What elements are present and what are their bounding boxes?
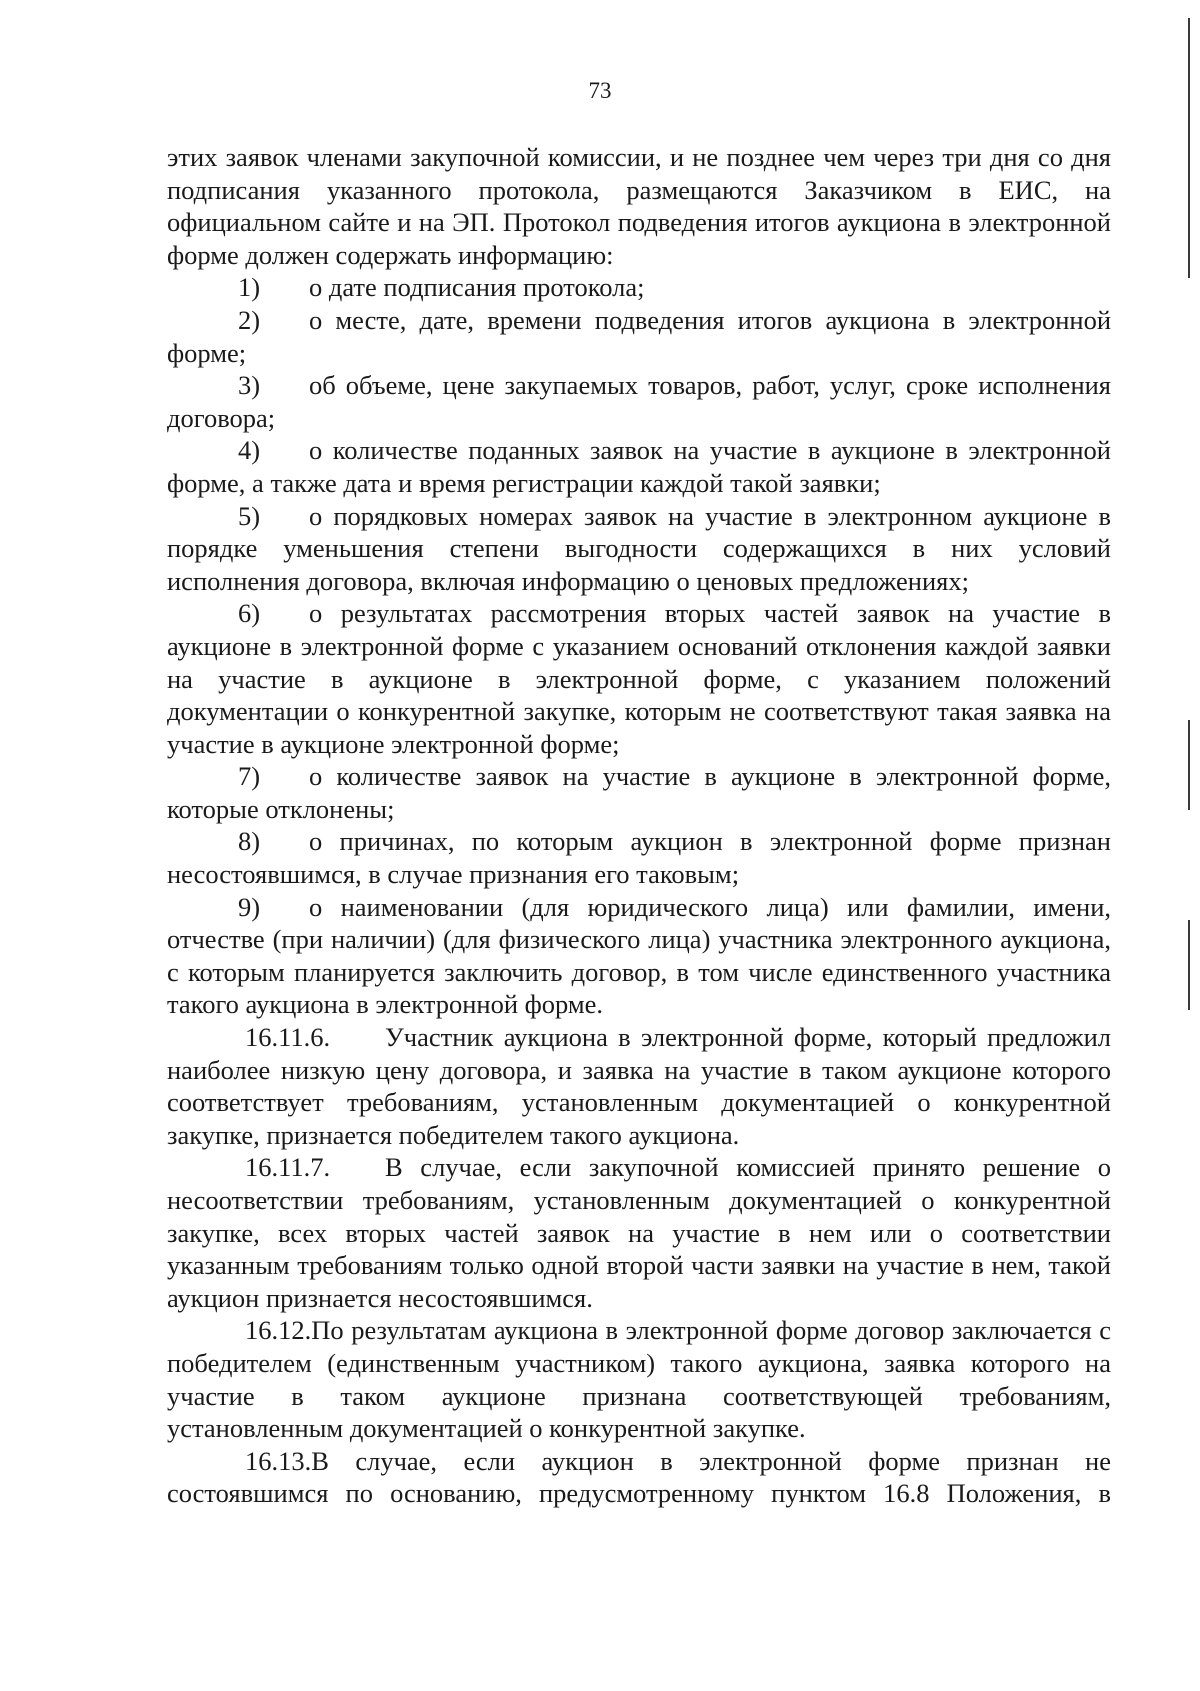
- scan-edge-line: [1188, 720, 1190, 810]
- list-item-number: 2): [238, 304, 261, 335]
- list-item-number: 9): [238, 891, 261, 922]
- list-item-text: о причинах, по которым аукцион в электронной форме признан несостоявшимся, в случае признания его таковым;: [167, 826, 1111, 890]
- list-item: [167, 760, 1111, 825]
- list-item-text: о порядковых номерах заявок на участие в электронном аукционе в порядке уменьшения степени выгодности содержащихся в них условий исполнения договора, включая информацию о ценовых предложениях;: [167, 500, 1111, 596]
- list-item: [167, 369, 1111, 434]
- list-item: [167, 825, 1111, 890]
- clause-text: В случае, если аукцион в электронной форме признан не состоявшимся по основанию, предусмотренному пунктом 16.8 Положения, в: [167, 1445, 1111, 1509]
- sub-clause-text: В случае, если закупочной комиссией принято решение о несоответствии требованиям, установленным документацией о конкурентной закупке, всех вторых частей заявок на участие в нем или о соответствии указанным требованиям только одной второй части заявки на участие в нем, такой аукцион признается несостоявшимся.: [167, 1152, 1111, 1313]
- list-item-text: о месте, дате, времени подведения итогов аукциона в электронной форме;: [167, 304, 1111, 368]
- clause-number: 16.12.: [245, 1315, 312, 1346]
- list-item-number: 8): [238, 826, 261, 857]
- list-item: [167, 597, 1111, 760]
- scan-edge-line: [1188, 18, 1190, 278]
- clause-16-12: [167, 1314, 1111, 1444]
- list-item-text: о количестве заявок на участие в аукционе в электронной форме, которые отклонены;: [167, 761, 1111, 824]
- sub-clause-16-11-7: [167, 1151, 1111, 1314]
- sub-clause-number: 16.11.7.: [245, 1152, 331, 1183]
- scan-edge-line: [1188, 920, 1190, 1010]
- document-body: [167, 141, 1111, 1510]
- list-item-text: о наименовании (для юридического лица) или фамилии, имени, отчестве (при наличии) (для физического лица) участника электронного аукциона, с которым планируется заключить договор, в том числе единственного участника такого аукциона в электронной форме.: [167, 891, 1111, 1020]
- list-item-text: о количестве поданных заявок на участие в аукционе в электронной форме, а также дата и время регистрации каждой такой заявки;: [167, 435, 1111, 498]
- list-item-number: 5): [238, 500, 261, 531]
- list-item-text: об объеме, цене закупаемых товаров, работ, услуг, сроке исполнения договора;: [167, 370, 1111, 433]
- list-item: [167, 304, 1111, 369]
- sub-clause-text: Участник аукциона в электронной форме, который предложил наиболее низкую цену договора, и заявка на участие в таком аукционе которого соответствует требованиям, установленным документацией о конкурентной закупке, признается победителем такого аукциона.: [167, 1022, 1111, 1150]
- list-item-number: 7): [238, 761, 261, 792]
- list-item: [167, 500, 1111, 598]
- intro-paragraph: этих заявок членами закупочной комиссии, и не позднее чем через три дня со дня подписания указанного протокола, размещаются Заказчиком в ЕИС, на официальном сайте и на ЭП. Протокол подведения итогов аукциона в электронной форме должен содержать информацию:: [167, 142, 1111, 270]
- list-item-number: 1): [238, 272, 261, 303]
- list-item-number: 3): [238, 370, 261, 401]
- clause-number: 16.13.: [245, 1445, 312, 1476]
- list-item-number: 4): [238, 435, 261, 466]
- clause-16-13: [167, 1445, 1111, 1510]
- sub-clause-16-11-6: [167, 1021, 1111, 1151]
- clause-text: По результатам аукциона в электронной форме договор заключается с победителем (единственным участником) такого аукциона, заявка которого на участие в таком аукционе признана соответствующей требованиям, установленным документацией о конкурентной закупке.: [167, 1315, 1111, 1444]
- list-item: [167, 891, 1111, 1021]
- list-item: [167, 271, 1111, 304]
- list-item: [167, 434, 1111, 499]
- list-item-number: 6): [238, 598, 261, 629]
- list-item-text: о дате подписания протокола;: [309, 272, 645, 303]
- page-number: 73: [588, 78, 612, 103]
- list-item-text: о результатах рассмотрения вторых частей заявок на участие в аукционе в электронной форме с указанием оснований отклонения каждой заявки на участие в аукционе в электронной форме, с указанием положений документации о конкурентной закупке, которым не соответствуют такая заявка на участие в аукционе электронной форме;: [167, 598, 1111, 759]
- sub-clause-number: 16.11.6.: [245, 1022, 331, 1053]
